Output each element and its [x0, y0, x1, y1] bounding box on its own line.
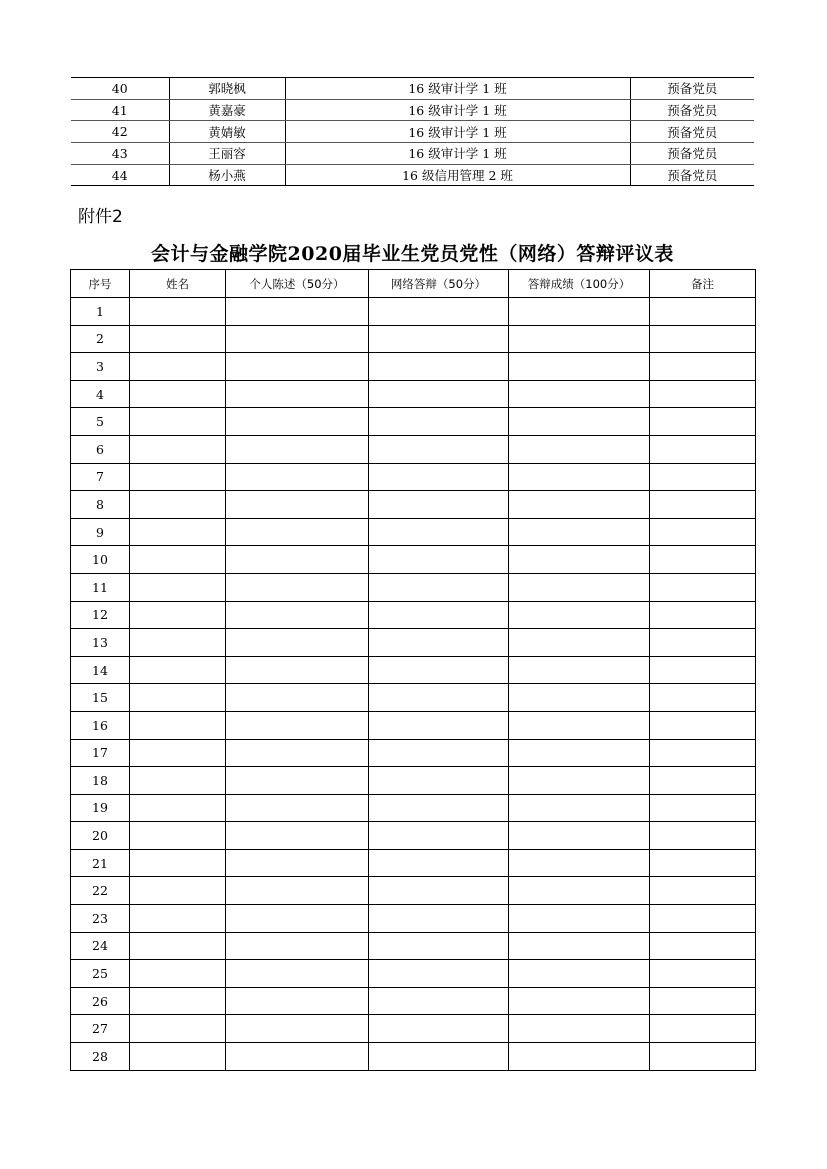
- personal-statement-cell: [226, 629, 369, 657]
- table-row: [71, 518, 756, 546]
- remarks-cell: [650, 298, 756, 326]
- serial-number-cell: 23: [71, 905, 130, 933]
- name-cell: [130, 711, 226, 739]
- table-row: [71, 353, 756, 381]
- serial-number-cell: 14: [71, 656, 130, 684]
- name-cell: [130, 546, 226, 574]
- serial-number-cell: 11: [71, 573, 130, 601]
- online-defense-cell: [369, 601, 509, 629]
- table-row: [71, 656, 756, 684]
- serial-number-cell: 4: [71, 380, 130, 408]
- name-cell: [130, 298, 226, 326]
- online-defense-cell: [369, 767, 509, 795]
- online-defense-cell: [369, 518, 509, 546]
- personal-statement-cell: [226, 849, 369, 877]
- table-row: [71, 99, 754, 121]
- header-online-defense: 网络答辩（50分）: [369, 270, 509, 298]
- defense-score-cell: [509, 435, 650, 463]
- defense-score-cell: [509, 601, 650, 629]
- defense-score-cell: [509, 463, 650, 491]
- defense-score-cell: [509, 408, 650, 436]
- defense-score-cell: [509, 573, 650, 601]
- name-cell: [130, 325, 226, 353]
- name-cell: [130, 1015, 226, 1043]
- serial-number-cell: 28: [71, 1043, 130, 1071]
- personal-statement-cell: [226, 1015, 369, 1043]
- table-row: [71, 1043, 756, 1071]
- online-defense-cell: [369, 849, 509, 877]
- member-name: 郭晓枫: [169, 78, 285, 100]
- table-row: [71, 905, 756, 933]
- remarks-cell: [650, 1043, 756, 1071]
- name-cell: [130, 794, 226, 822]
- header-personal-statement: 个人陈述（50分）: [226, 270, 369, 298]
- online-defense-cell: [369, 656, 509, 684]
- evaluation-table-body: [71, 298, 756, 1071]
- member-class: 16 级审计学 1 班: [285, 143, 630, 165]
- remarks-cell: [650, 656, 756, 684]
- personal-statement-cell: [226, 905, 369, 933]
- remarks-cell: [650, 463, 756, 491]
- defense-score-cell: [509, 491, 650, 519]
- table-row: [71, 78, 754, 100]
- online-defense-cell: [369, 573, 509, 601]
- table-row: [71, 463, 756, 491]
- remarks-cell: [650, 546, 756, 574]
- remarks-cell: [650, 353, 756, 381]
- serial-number-cell: 13: [71, 629, 130, 657]
- serial-number-cell: 20: [71, 822, 130, 850]
- member-class: 16 级审计学 1 班: [285, 121, 630, 143]
- table-row: [71, 822, 756, 850]
- remarks-cell: [650, 794, 756, 822]
- serial-number-cell: 8: [71, 491, 130, 519]
- evaluation-table: [70, 269, 756, 1071]
- row-number: 42: [71, 121, 169, 143]
- personal-statement-cell: [226, 518, 369, 546]
- serial-number-cell: 5: [71, 408, 130, 436]
- serial-number-cell: 19: [71, 794, 130, 822]
- name-cell: [130, 573, 226, 601]
- online-defense-cell: [369, 1015, 509, 1043]
- name-cell: [130, 739, 226, 767]
- table-row: [71, 629, 756, 657]
- online-defense-cell: [369, 629, 509, 657]
- remarks-cell: [650, 380, 756, 408]
- defense-score-cell: [509, 1043, 650, 1071]
- defense-score-cell: [509, 325, 650, 353]
- name-cell: [130, 877, 226, 905]
- table-row: [71, 298, 756, 326]
- personal-statement-cell: [226, 546, 369, 574]
- name-cell: [130, 1043, 226, 1071]
- serial-number-cell: 22: [71, 877, 130, 905]
- defense-score-cell: [509, 380, 650, 408]
- member-class: 16 级审计学 1 班: [285, 99, 630, 121]
- personal-statement-cell: [226, 960, 369, 988]
- member-name: 黄婧敏: [169, 121, 285, 143]
- name-cell: [130, 435, 226, 463]
- defense-score-cell: [509, 960, 650, 988]
- serial-number-cell: 6: [71, 435, 130, 463]
- personal-statement-cell: [226, 767, 369, 795]
- personal-statement-cell: [226, 601, 369, 629]
- personal-statement-cell: [226, 573, 369, 601]
- remarks-cell: [650, 849, 756, 877]
- member-class: 16 级信用管理 2 班: [285, 164, 630, 186]
- defense-score-cell: [509, 932, 650, 960]
- header-name: 姓名: [130, 270, 226, 298]
- online-defense-cell: [369, 905, 509, 933]
- remarks-cell: [650, 905, 756, 933]
- online-defense-cell: [369, 1043, 509, 1071]
- header-defense-score: 答辩成绩（100分）: [509, 270, 650, 298]
- personal-statement-cell: [226, 739, 369, 767]
- table-row: [71, 1015, 756, 1043]
- table-row: [71, 546, 756, 574]
- table-row: [71, 491, 756, 519]
- serial-number-cell: 25: [71, 960, 130, 988]
- online-defense-cell: [369, 298, 509, 326]
- defense-score-cell: [509, 656, 650, 684]
- attachment-label: 附件2: [78, 207, 123, 227]
- online-defense-cell: [369, 491, 509, 519]
- defense-score-cell: [509, 546, 650, 574]
- personal-statement-cell: [226, 463, 369, 491]
- remarks-cell: [650, 518, 756, 546]
- personal-statement-cell: [226, 822, 369, 850]
- online-defense-cell: [369, 325, 509, 353]
- remarks-cell: [650, 739, 756, 767]
- defense-score-cell: [509, 684, 650, 712]
- personal-statement-cell: [226, 380, 369, 408]
- defense-score-cell: [509, 767, 650, 795]
- name-cell: [130, 380, 226, 408]
- defense-score-cell: [509, 739, 650, 767]
- table-row: [71, 684, 756, 712]
- name-cell: [130, 656, 226, 684]
- name-cell: [130, 932, 226, 960]
- online-defense-cell: [369, 739, 509, 767]
- personal-statement-cell: [226, 877, 369, 905]
- serial-number-cell: 1: [71, 298, 130, 326]
- online-defense-cell: [369, 435, 509, 463]
- defense-score-cell: [509, 629, 650, 657]
- table-row: [71, 380, 756, 408]
- table-row: [71, 932, 756, 960]
- table-row: [71, 325, 756, 353]
- personal-statement-cell: [226, 408, 369, 436]
- table-row: [71, 960, 756, 988]
- personal-statement-cell: [226, 491, 369, 519]
- online-defense-cell: [369, 711, 509, 739]
- table-row: [71, 987, 756, 1015]
- member-list-table: [71, 77, 754, 186]
- member-list-body: [71, 78, 754, 186]
- remarks-cell: [650, 932, 756, 960]
- remarks-cell: [650, 573, 756, 601]
- row-number: 41: [71, 99, 169, 121]
- serial-number-cell: 2: [71, 325, 130, 353]
- table-row: [71, 143, 754, 165]
- serial-number-cell: 16: [71, 711, 130, 739]
- remarks-cell: [650, 767, 756, 795]
- member-name: 王丽容: [169, 143, 285, 165]
- remarks-cell: [650, 1015, 756, 1043]
- defense-score-cell: [509, 711, 650, 739]
- defense-score-cell: [509, 877, 650, 905]
- online-defense-cell: [369, 960, 509, 988]
- personal-statement-cell: [226, 711, 369, 739]
- serial-number-cell: 27: [71, 1015, 130, 1043]
- header-remarks: 备注: [650, 270, 756, 298]
- serial-number-cell: 7: [71, 463, 130, 491]
- member-name: 黄嘉豪: [169, 99, 285, 121]
- online-defense-cell: [369, 987, 509, 1015]
- name-cell: [130, 601, 226, 629]
- table-row: [71, 435, 756, 463]
- online-defense-cell: [369, 877, 509, 905]
- personal-statement-cell: [226, 684, 369, 712]
- online-defense-cell: [369, 932, 509, 960]
- serial-number-cell: 17: [71, 739, 130, 767]
- name-cell: [130, 905, 226, 933]
- table-row: [71, 877, 756, 905]
- table-row: [71, 164, 754, 186]
- table-row: [71, 794, 756, 822]
- online-defense-cell: [369, 380, 509, 408]
- remarks-cell: [650, 601, 756, 629]
- name-cell: [130, 960, 226, 988]
- row-number: 44: [71, 164, 169, 186]
- serial-number-cell: 9: [71, 518, 130, 546]
- name-cell: [130, 408, 226, 436]
- online-defense-cell: [369, 822, 509, 850]
- table-row: [71, 573, 756, 601]
- defense-score-cell: [509, 987, 650, 1015]
- member-status: 预备党员: [630, 164, 754, 186]
- remarks-cell: [650, 987, 756, 1015]
- online-defense-cell: [369, 463, 509, 491]
- serial-number-cell: 12: [71, 601, 130, 629]
- member-status: 预备党员: [630, 99, 754, 121]
- online-defense-cell: [369, 546, 509, 574]
- remarks-cell: [650, 435, 756, 463]
- name-cell: [130, 518, 226, 546]
- member-class: 16 级审计学 1 班: [285, 78, 630, 100]
- personal-statement-cell: [226, 932, 369, 960]
- remarks-cell: [650, 711, 756, 739]
- online-defense-cell: [369, 794, 509, 822]
- personal-statement-cell: [226, 325, 369, 353]
- personal-statement-cell: [226, 1043, 369, 1071]
- name-cell: [130, 987, 226, 1015]
- online-defense-cell: [369, 684, 509, 712]
- serial-number-cell: 24: [71, 932, 130, 960]
- name-cell: [130, 767, 226, 795]
- remarks-cell: [650, 822, 756, 850]
- remarks-cell: [650, 491, 756, 519]
- member-status: 预备党员: [630, 121, 754, 143]
- remarks-cell: [650, 960, 756, 988]
- serial-number-cell: 10: [71, 546, 130, 574]
- remarks-cell: [650, 877, 756, 905]
- defense-score-cell: [509, 298, 650, 326]
- defense-score-cell: [509, 849, 650, 877]
- table-row: [71, 601, 756, 629]
- evaluation-table-header: [71, 270, 756, 298]
- table-row: [71, 711, 756, 739]
- remarks-cell: [650, 629, 756, 657]
- table-row: [71, 739, 756, 767]
- defense-score-cell: [509, 518, 650, 546]
- table-row: [71, 767, 756, 795]
- name-cell: [130, 849, 226, 877]
- table-row: [71, 408, 756, 436]
- defense-score-cell: [509, 905, 650, 933]
- table-row: [71, 849, 756, 877]
- name-cell: [130, 463, 226, 491]
- name-cell: [130, 629, 226, 657]
- defense-score-cell: [509, 794, 650, 822]
- personal-statement-cell: [226, 987, 369, 1015]
- defense-score-cell: [509, 822, 650, 850]
- table-row: [71, 121, 754, 143]
- remarks-cell: [650, 325, 756, 353]
- remarks-cell: [650, 684, 756, 712]
- name-cell: [130, 353, 226, 381]
- member-status: 预备党员: [630, 143, 754, 165]
- personal-statement-cell: [226, 656, 369, 684]
- online-defense-cell: [369, 408, 509, 436]
- name-cell: [130, 491, 226, 519]
- online-defense-cell: [369, 353, 509, 381]
- member-status: 预备党员: [630, 78, 754, 100]
- defense-score-cell: [509, 1015, 650, 1043]
- personal-statement-cell: [226, 298, 369, 326]
- name-cell: [130, 822, 226, 850]
- personal-statement-cell: [226, 794, 369, 822]
- row-number: 43: [71, 143, 169, 165]
- name-cell: [130, 684, 226, 712]
- personal-statement-cell: [226, 353, 369, 381]
- personal-statement-cell: [226, 435, 369, 463]
- serial-number-cell: 21: [71, 849, 130, 877]
- serial-number-cell: 26: [71, 987, 130, 1015]
- serial-number-cell: 18: [71, 767, 130, 795]
- member-name: 杨小燕: [169, 164, 285, 186]
- serial-number-cell: 3: [71, 353, 130, 381]
- row-number: 40: [71, 78, 169, 100]
- header-serial-number: 序号: [71, 270, 130, 298]
- remarks-cell: [650, 408, 756, 436]
- serial-number-cell: 15: [71, 684, 130, 712]
- form-title: 会计与金融学院2020届毕业生党员党性（网络）答辩评议表: [151, 243, 674, 265]
- defense-score-cell: [509, 353, 650, 381]
